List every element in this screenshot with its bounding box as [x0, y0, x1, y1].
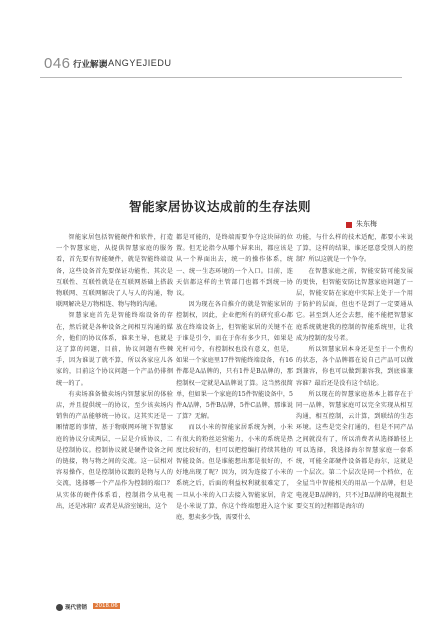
- footer-brand: 现代营销: [65, 605, 88, 611]
- article-author: 朱东梅: [356, 220, 377, 228]
- paragraph: 在智慧家庭之前，智能安防可能发展的更快，但智能安防比智慧家庭问题了一层，智能安防在家庭中实际上处于一个用于防护的层面，但也不是到了一定要通从它。甚至到人还会去想，能不能把智慧家庭系统就建我的控制的智能系统里，让我成为控制的发号者。: [296, 267, 413, 342]
- text-column-2: [176, 232, 293, 523]
- page-header: [0, 55, 440, 77]
- author-marker: [346, 222, 352, 228]
- paragraph: 智慧家庭首先是智能终端设备的存在，然后就是各种设备之间相互沟通的媒介，他们的协议体系，谁来主导，也就是这了算的问题，目前，协议问题有些棘手，因为谁说了就不算，所以各家应儿各家的，目前这个协议问题一个产品仍徘徊统一的了。: [56, 312, 173, 387]
- text-column-3: [296, 232, 413, 512]
- header-rule: [40, 77, 402, 78]
- paragraph: 而以小米的智能家居系统为例，小米有很大的粉丝运营能力，小米的系统是热度比较好的，但可以把控编打持续其他的智能设备。但是谁能想出那是很好的，不好地出现了呢？因为，因为连接了小米的系统之后，后面的利益权利就很难定了，一旦从小米的入口去接入智能家居，肯定是小米说了算，你这个终端想进入这个家庭，想卖多少钱，需要什么: [176, 424, 293, 522]
- section-title-cn: 行业解读: [73, 60, 108, 70]
- paragraph: 功能，与什么样的技术适配，都要小米说了算，这样的结果，谁还愿意受别人的控制？所以这就是一个争夺。: [296, 234, 413, 264]
- footer-issue: 2018.06: [95, 603, 118, 609]
- paragraph: 所以现在的智慧家庭基本上都存在于同一品牌，智慧家庭可以完全实现从相互沟通，相互控制，云计算，到联结的生态环境。这些是完全打通的，但是不同产品之间就没有了，所以消费者从选择路径上可以选择，我选择海尔智慧家庭一套系统，可能全部硬件设备都是海尔，这就是一个层次。第二个层次是同一个档位，在全屋当中智能相关的用品一个品牌，但是电视是B品牌的，只不过B品牌的电视跟主要交互的过程都是海尔的: [296, 390, 413, 510]
- paragraph: 智能家居包括智能硬件和软件，打造一个智慧家庭，从提供智慧家庭的服务看，首先要有智能硬件，就是智能终端设备，这些设备首先要保证功能性、其次是互联性、互联性就是在互联网基础上搭载物联网、互联网解决了人与人的沟通，物联网解决是万物相连、物与物的沟通。: [56, 234, 173, 309]
- paragraph: 因为现在各自推介的就是智能家居的控制权，因此，企业把所有的研究重心都放在终端设备上，但智能家居的关键不在于谁是引令，而在于你有多少只，如果是光杆司令，有控制权也没有意义，但是，如果一个家庭里17件智能终端设备，有16件都是A品牌的，只有1件是B品牌的，那控制权一定就是A品牌说了算。这当然很简单，但如果一个家庭的15件智能设备中，5件A品牌，5件B品牌，5件C品牌，那谁说了算？无解。: [176, 301, 293, 421]
- paragraph: 所以智慧家居本身还是至于一个焦灼的状态，各个品牌都在说自己产品可以做到兼容，你也可以做到兼容我，到底谁兼容谁？最后还是没有这个结论。: [296, 346, 413, 387]
- paragraph: 有卖场准备做卖场内智慧家居的体验店，并且提供统一的协议，至少该卖场内销售的产品能够统一协议。这其实还是一厢情愿的事情，基于物联网环境下智慧家庭的协议分成两层，一层是介质协议，二是控制协议。控制协议就是硬件设备之间的链接，物与物之间的交流。这一层相对容易操作，但是控制协议跟的是物与人的交流，选择哪一个产品作为控制的端口？从实体的硬件体系看，控制指令从电视出，还是冰箱？或者是从浴室镜出，这个: [56, 390, 173, 510]
- paragraph: 都是可能的，是终端需要争夺这块屏的位置。但无论指令从哪个屏来出，都应该是从一个界面出去，统一的操作体系，统一、统一生态环境的一个入口。目前，连天信都这样的主管部门也都不到统一协议。: [176, 234, 293, 298]
- page-number: 046: [44, 55, 71, 72]
- brand-logo-icon: [56, 604, 63, 611]
- article-title: 智能家居协议达成前的生存法则: [128, 199, 311, 214]
- section-title-en: HANGYEJIEDU: [101, 58, 172, 68]
- text-column-1: [56, 232, 173, 512]
